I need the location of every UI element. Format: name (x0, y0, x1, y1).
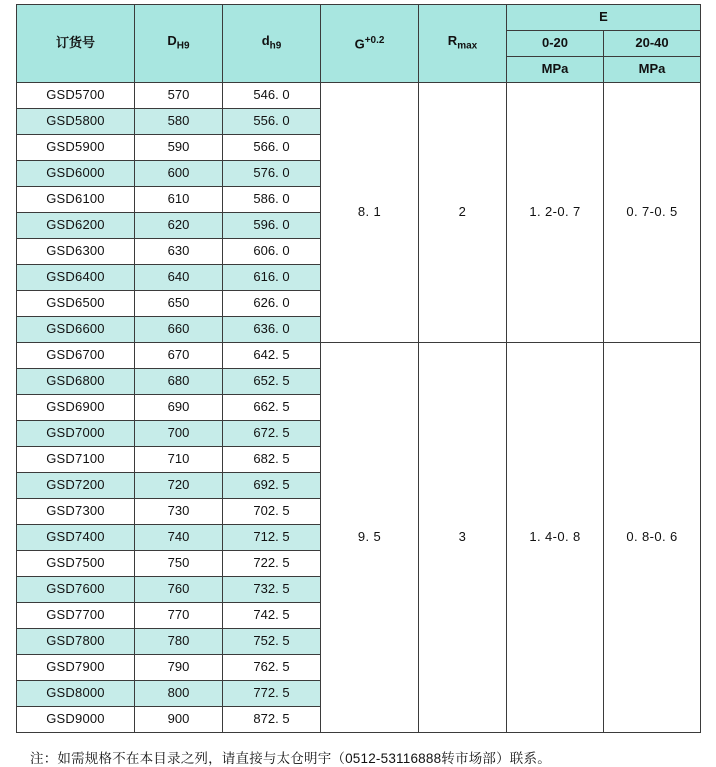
cell-d-small-h9: 682. 5 (223, 447, 321, 473)
footer-note: 注：如需规格不在本目录之列，请直接与太仓明宇（0512-53116888转市场部）联系。 (30, 751, 551, 766)
cell-d-h9: 770 (135, 603, 223, 629)
cell-order-no: GSD7600 (17, 577, 135, 603)
cell-d-small-h9: 546. 0 (223, 83, 321, 109)
cell-d-small-h9: 732. 5 (223, 577, 321, 603)
cell-d-h9: 670 (135, 343, 223, 369)
cell-order-no: GSD6400 (17, 265, 135, 291)
cell-d-small-h9: 636. 0 (223, 317, 321, 343)
header-g-main: G (354, 36, 365, 52)
cell-order-no: GSD6000 (17, 161, 135, 187)
cell-d-h9: 630 (135, 239, 223, 265)
header-row-1 (17, 5, 701, 31)
table-body (17, 83, 701, 733)
cell-order-no: GSD6700 (17, 343, 135, 369)
header-d-h9-sub: H9 (176, 41, 190, 53)
cell-order-no: GSD6600 (17, 317, 135, 343)
table-row (17, 343, 701, 369)
cell-order-no: GSD6800 (17, 369, 135, 395)
cell-d-h9: 570 (135, 83, 223, 109)
cell-order-no: GSD9000 (17, 707, 135, 733)
cell-d-h9: 790 (135, 655, 223, 681)
header-e-group-label: E (599, 9, 608, 25)
header-d-small-sub: h9 (269, 41, 282, 53)
cell-d-h9: 660 (135, 317, 223, 343)
header-e-group (507, 5, 701, 31)
header-e-unit-2 (604, 57, 701, 83)
cell-order-no: GSD5700 (17, 83, 135, 109)
cell-order-no: GSD7400 (17, 525, 135, 551)
cell-d-small-h9: 692. 5 (223, 473, 321, 499)
cell-d-small-h9: 702. 5 (223, 499, 321, 525)
header-d-h9-main: D (167, 33, 177, 49)
cell-order-no: GSD6200 (17, 213, 135, 239)
cell-d-small-h9: 556. 0 (223, 109, 321, 135)
header-order-no (17, 5, 135, 83)
cell-d-h9: 740 (135, 525, 223, 551)
table-row (17, 83, 701, 109)
header-d-small-h9 (223, 5, 321, 83)
specification-table (16, 4, 701, 733)
cell-d-small-h9: 712. 5 (223, 525, 321, 551)
header-e-range-2 (604, 31, 701, 57)
cell-d-h9: 680 (135, 369, 223, 395)
cell-order-no: GSD7000 (17, 421, 135, 447)
table-header (17, 5, 701, 83)
header-d-small-main: d (261, 33, 270, 49)
cell-rmax: 2 (419, 83, 507, 343)
cell-order-no: GSD6500 (17, 291, 135, 317)
cell-d-h9: 690 (135, 395, 223, 421)
cell-order-no: GSD7300 (17, 499, 135, 525)
header-d-h9 (135, 5, 223, 83)
header-e-unit-2-label: MPa (638, 61, 666, 77)
header-e-unit-1 (507, 57, 604, 83)
cell-d-h9: 580 (135, 109, 223, 135)
cell-order-no: GSD6100 (17, 187, 135, 213)
cell-order-no: GSD5900 (17, 135, 135, 161)
header-order-no-label: 订货号 (55, 35, 95, 51)
cell-d-small-h9: 652. 5 (223, 369, 321, 395)
header-e-unit-1-label: MPa (541, 61, 569, 77)
cell-d-small-h9: 672. 5 (223, 421, 321, 447)
cell-d-small-h9: 762. 5 (223, 655, 321, 681)
cell-order-no: GSD5800 (17, 109, 135, 135)
header-e-range-1 (507, 31, 604, 57)
cell-d-h9: 650 (135, 291, 223, 317)
cell-d-small-h9: 872. 5 (223, 707, 321, 733)
cell-rmax: 3 (419, 343, 507, 733)
cell-d-h9: 700 (135, 421, 223, 447)
cell-order-no: GSD7900 (17, 655, 135, 681)
cell-d-small-h9: 616. 0 (223, 265, 321, 291)
header-e-range-1-label: 0-20 (541, 35, 569, 51)
cell-d-small-h9: 626. 0 (223, 291, 321, 317)
cell-g: 9. 5 (321, 343, 419, 733)
cell-d-small-h9: 596. 0 (223, 213, 321, 239)
cell-d-h9: 900 (135, 707, 223, 733)
cell-d-h9: 590 (135, 135, 223, 161)
cell-e-1: 1. 2-0. 7 (507, 83, 604, 343)
cell-order-no: GSD7700 (17, 603, 135, 629)
cell-d-small-h9: 722. 5 (223, 551, 321, 577)
cell-d-h9: 710 (135, 447, 223, 473)
cell-d-h9: 600 (135, 161, 223, 187)
header-r-sub: max (457, 41, 478, 53)
cell-d-h9: 720 (135, 473, 223, 499)
header-rmax (419, 5, 507, 83)
header-g (321, 5, 419, 83)
cell-d-small-h9: 586. 0 (223, 187, 321, 213)
cell-d-small-h9: 566. 0 (223, 135, 321, 161)
cell-d-h9: 760 (135, 577, 223, 603)
cell-order-no: GSD7500 (17, 551, 135, 577)
cell-d-small-h9: 576. 0 (223, 161, 321, 187)
cell-d-h9: 610 (135, 187, 223, 213)
cell-order-no: GSD6900 (17, 395, 135, 421)
header-e-range-2-label: 20-40 (635, 35, 669, 51)
cell-d-h9: 780 (135, 629, 223, 655)
cell-order-no: GSD6300 (17, 239, 135, 265)
cell-order-no: GSD8000 (17, 681, 135, 707)
cell-d-small-h9: 752. 5 (223, 629, 321, 655)
cell-e-2: 0. 8-0. 6 (604, 343, 701, 733)
cell-g: 8. 1 (321, 83, 419, 343)
cell-d-small-h9: 606. 0 (223, 239, 321, 265)
cell-order-no: GSD7100 (17, 447, 135, 473)
cell-e-2: 0. 7-0. 5 (604, 83, 701, 343)
cell-order-no: GSD7800 (17, 629, 135, 655)
cell-d-small-h9: 742. 5 (223, 603, 321, 629)
cell-d-h9: 730 (135, 499, 223, 525)
cell-d-small-h9: 642. 5 (223, 343, 321, 369)
cell-d-small-h9: 772. 5 (223, 681, 321, 707)
cell-d-h9: 620 (135, 213, 223, 239)
cell-e-1: 1. 4-0. 8 (507, 343, 604, 733)
cell-d-h9: 750 (135, 551, 223, 577)
cell-order-no: GSD7200 (17, 473, 135, 499)
cell-d-h9: 800 (135, 681, 223, 707)
cell-d-h9: 640 (135, 265, 223, 291)
cell-d-small-h9: 662. 5 (223, 395, 321, 421)
header-r-main: R (447, 33, 458, 49)
header-g-sup: +0.2 (364, 34, 385, 46)
